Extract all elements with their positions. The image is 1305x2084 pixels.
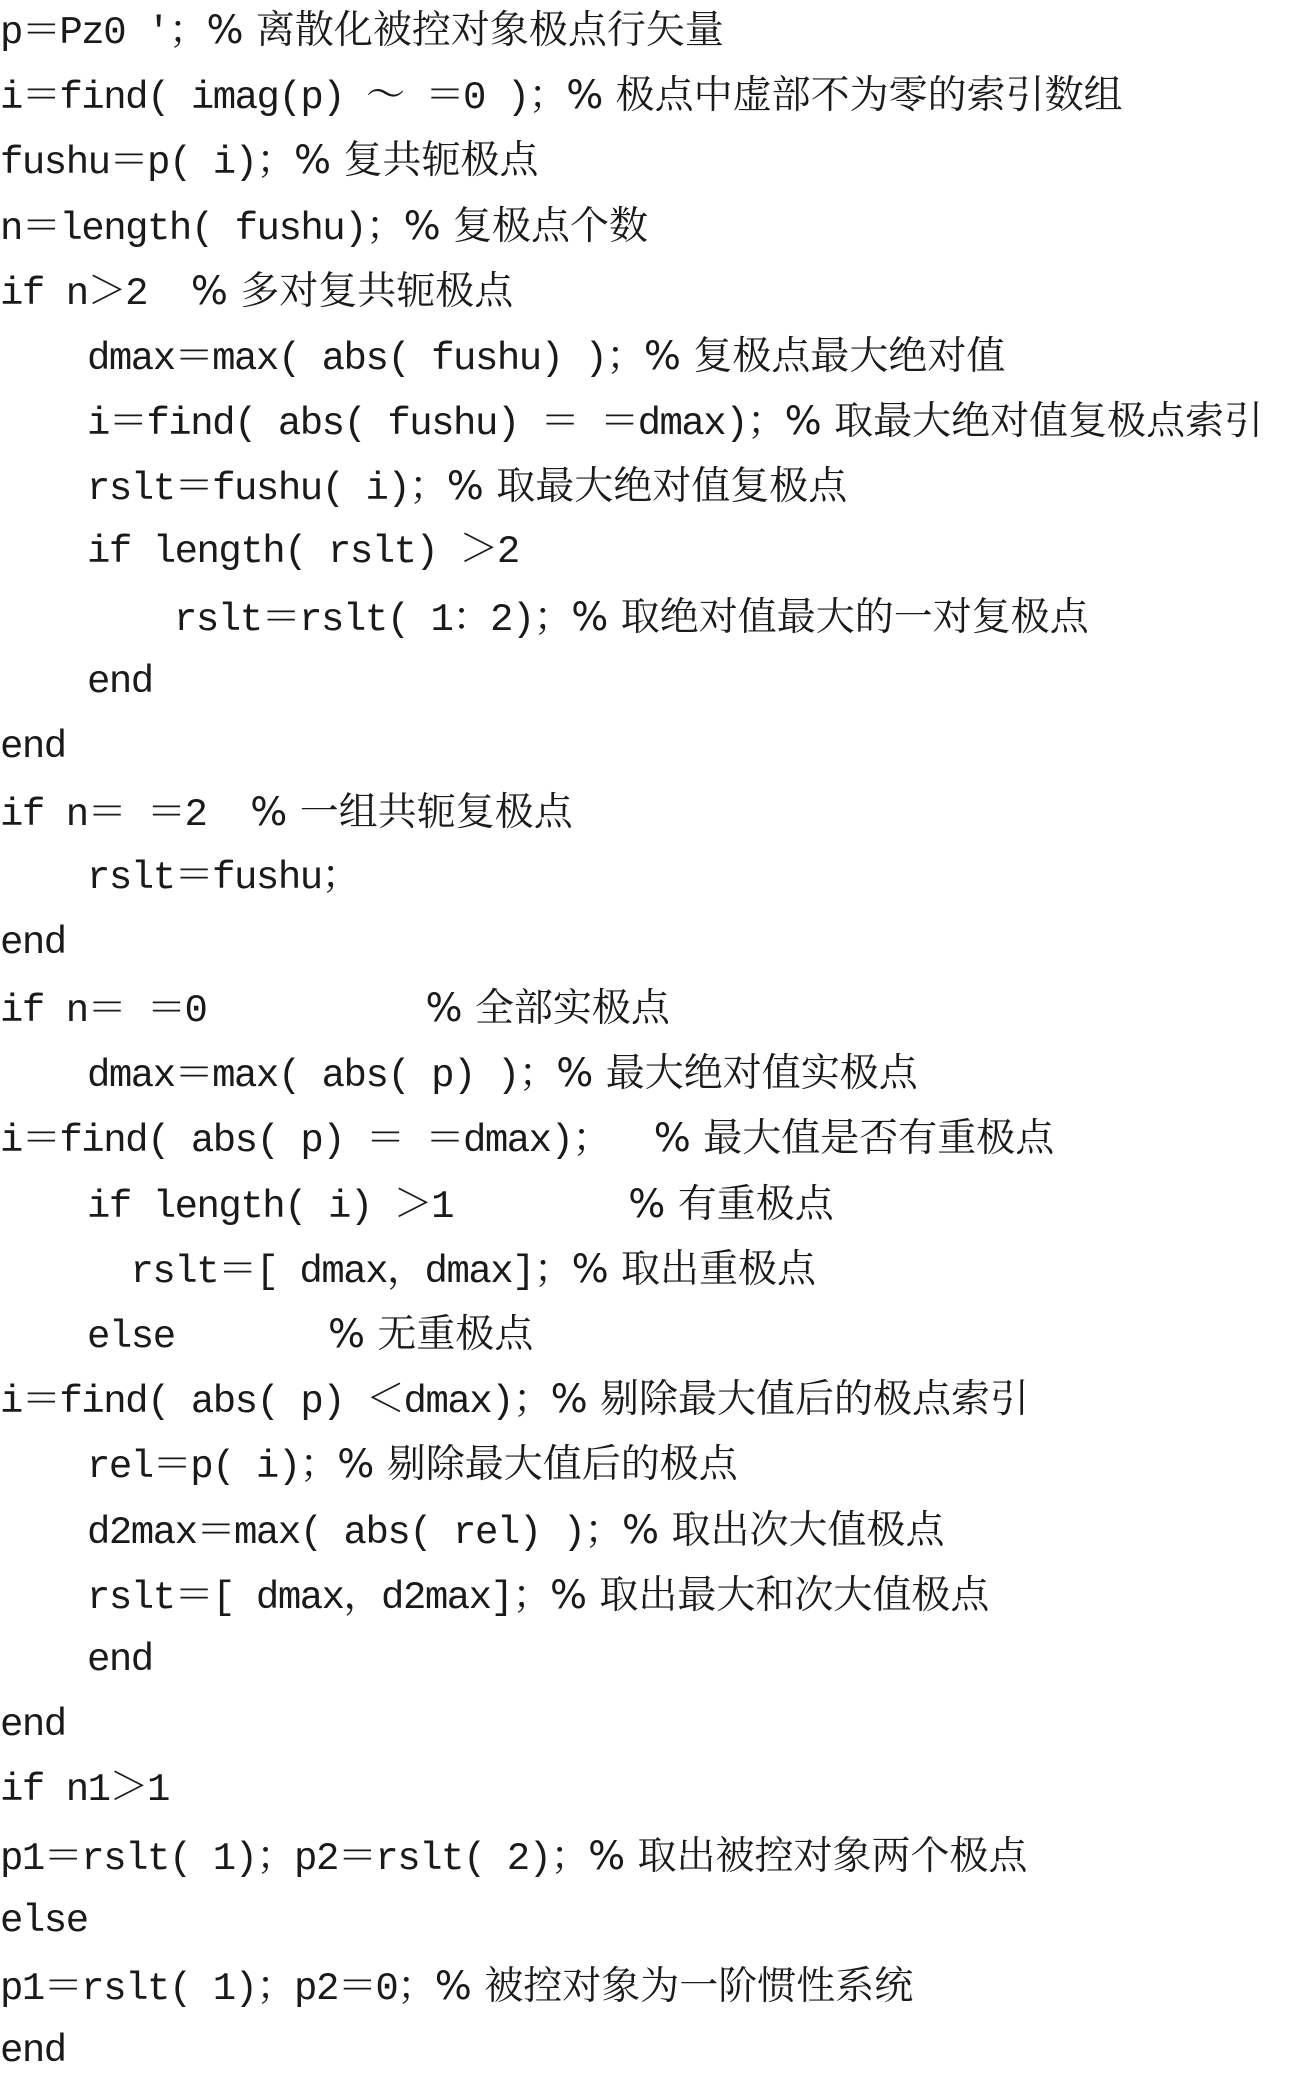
- code-statement: if n＞2: [0, 271, 191, 316]
- code-statement: rslt＝fushu；: [87, 855, 360, 900]
- code-statement: end: [0, 920, 66, 965]
- code-statement: i＝find( abs( fushu) ＝ ＝dmax)；: [87, 402, 785, 447]
- code-comment: % 被控对象为一阶惯性系统: [434, 1964, 914, 2009]
- code-line: [87, 1172, 834, 1237]
- code-line: [87, 846, 359, 911]
- code-statement: else: [87, 1315, 328, 1359]
- code-comment: % 剔除最大值后的极点: [337, 1442, 738, 1488]
- code-line: [87, 324, 1005, 389]
- code-statement: fushu＝p( i)；: [0, 141, 295, 186]
- code-comment: % 取出最大和次大值极点: [549, 1572, 990, 1618]
- code-comment: % 取出重极点: [571, 1246, 817, 1292]
- code-line: [87, 389, 1263, 454]
- code-statement: dmax＝max( abs( p) )；: [87, 1054, 557, 1099]
- code-line: [0, 911, 66, 976]
- code-statement: i＝find( abs( p) ＝ ＝dmax)；: [0, 1119, 654, 1164]
- code-line: [87, 1563, 989, 1628]
- code-comment: % 复极点最大绝对值: [643, 334, 1006, 379]
- code-line: [0, 128, 539, 193]
- code-statement: p1＝rslt( 1)；p2＝rslt( 2)；: [0, 1836, 589, 1881]
- code-line: [0, 259, 513, 324]
- code-comment: % 最大值是否有重极点: [653, 1116, 1055, 1162]
- code-statement: end: [87, 1638, 153, 1682]
- code-comment: % 取绝对值最大的一对复极点: [571, 594, 1089, 640]
- code-comment: % 最大绝对值实极点: [556, 1051, 918, 1097]
- code-comment: % 一组共轭复极点: [250, 790, 573, 836]
- code-statement: i＝find( abs( p) ＜dmax)；: [0, 1380, 551, 1425]
- code-line: [0, 1693, 66, 1758]
- code-line: [87, 1432, 738, 1497]
- code-statement: d2max＝max( abs( rel) )；: [87, 1510, 622, 1555]
- code-comment: % 多对复共轭极点: [190, 268, 514, 314]
- code-line: [0, 1954, 913, 2019]
- code-statement: else: [0, 1898, 88, 1943]
- code-line: [0, 715, 66, 780]
- code-statement: end: [0, 1703, 66, 1748]
- code-statement: if n＝ ＝0: [0, 989, 426, 1033]
- code-statement: end: [87, 660, 153, 704]
- code-line: [0, 1889, 88, 1954]
- code-line: [0, 194, 648, 259]
- code-comment: % 取出被控对象两个极点: [588, 1833, 1028, 1879]
- code-statement: rslt＝[ dmax，d2max]；: [87, 1575, 550, 1620]
- code-statement: rslt＝[ dmax，dmax]；: [130, 1249, 572, 1294]
- code-line: [0, 63, 1123, 128]
- code-line: [0, 976, 670, 1041]
- code-comment: % 全部实极点: [425, 986, 670, 1031]
- code-line: [87, 1498, 944, 1563]
- code-comment: % 无重极点: [327, 1312, 534, 1357]
- code-statement: if n1＞1: [0, 1768, 169, 1813]
- code-comment: % 有重极点: [628, 1181, 834, 1227]
- code-line: [87, 520, 519, 585]
- code-statement: n＝length( fushu)；: [0, 206, 404, 251]
- code-comment: % 离散化被控对象极点行矢量: [206, 8, 724, 53]
- code-statement: if length( i) ＞1: [87, 1184, 629, 1229]
- code-line: [174, 585, 1089, 650]
- code-line: [0, 0, 724, 63]
- code-line: [87, 454, 847, 519]
- code-line: [87, 650, 153, 715]
- code-statement: if n＝ ＝2: [0, 793, 251, 838]
- code-statement: i＝find( imag(p) ～ ＝0 )；: [0, 76, 567, 121]
- code-line: [0, 2019, 66, 2084]
- code-statement: p＝Pz0 '；: [0, 11, 207, 55]
- code-statement: if length( rslt) ＞2: [87, 529, 519, 574]
- code-line: [0, 780, 573, 845]
- code-line: [0, 1106, 1054, 1171]
- code-line: [0, 1758, 169, 1823]
- code-statement: end: [0, 725, 66, 770]
- code-comment: % 复极点个数: [403, 203, 649, 249]
- code-statement: p1＝rslt( 1)；p2＝0；: [0, 1967, 435, 2011]
- code-comment: % 剔除最大值后的极点索引: [550, 1377, 1030, 1423]
- code-line: [87, 1041, 918, 1106]
- code-line: [131, 1237, 817, 1302]
- code-comment: % 取出次大值极点: [621, 1507, 945, 1553]
- code-comment: % 取最大绝对值复极点索引: [784, 399, 1264, 445]
- code-line: [0, 1824, 1028, 1889]
- code-statement: rel＝p( i)；: [87, 1445, 338, 1490]
- code-line: [87, 1302, 533, 1367]
- code-statement: rslt＝rslt( 1：2)；: [174, 597, 572, 642]
- code-statement: end: [0, 2029, 66, 2074]
- code-comment: % 极点中虚部不为零的索引数组: [566, 73, 1123, 119]
- code-comment: % 复共轭极点: [294, 138, 539, 184]
- code-statement: dmax＝max( abs( fushu) )；: [87, 337, 644, 381]
- code-line: [87, 1628, 153, 1693]
- code-comment: % 取最大绝对值复极点: [446, 464, 848, 510]
- code-line: [0, 1367, 1029, 1432]
- code-statement: rslt＝fushu( i)；: [87, 467, 447, 512]
